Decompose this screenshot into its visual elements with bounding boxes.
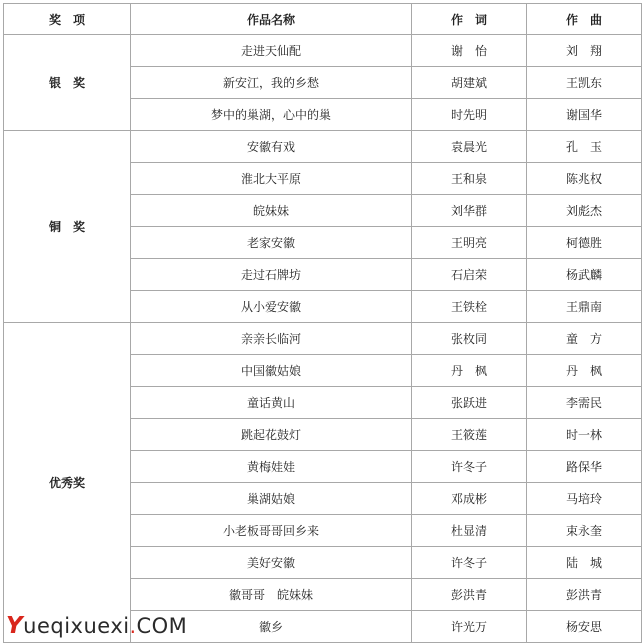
composer: 谢国华 bbox=[527, 99, 642, 131]
composer: 陆 城 bbox=[527, 547, 642, 579]
song-title: 走进天仙配 bbox=[131, 35, 412, 67]
composer: 彭洪青 bbox=[527, 579, 642, 611]
composer: 王鼎南 bbox=[527, 291, 642, 323]
composer: 杨安思 bbox=[527, 611, 642, 643]
award-silver: 银 奖 bbox=[4, 35, 131, 131]
composer: 刘 翔 bbox=[527, 35, 642, 67]
composer: 马培玲 bbox=[527, 483, 642, 515]
song-title: 小老板哥哥回乡来 bbox=[131, 515, 412, 547]
song-title: 走过石牌坊 bbox=[131, 259, 412, 291]
lyricist: 谢 怡 bbox=[412, 35, 527, 67]
table-row bbox=[4, 131, 642, 163]
watermark-name: ueqixuexi bbox=[23, 614, 130, 638]
song-title: 徽哥哥 皖妹妹 bbox=[131, 579, 412, 611]
composer: 李需民 bbox=[527, 387, 642, 419]
lyricist: 彭洪青 bbox=[412, 579, 527, 611]
table-row bbox=[4, 35, 642, 67]
song-title: 梦中的巢湖，心中的巢 bbox=[131, 99, 412, 131]
lyricist: 胡建斌 bbox=[412, 67, 527, 99]
song-title: 亲亲长临河 bbox=[131, 323, 412, 355]
song-title: 中国徽姑娘 bbox=[131, 355, 412, 387]
awards-table bbox=[3, 3, 642, 643]
song-title: 新安江，我的乡愁 bbox=[131, 67, 412, 99]
table-body bbox=[4, 35, 642, 643]
composer: 柯德胜 bbox=[527, 227, 642, 259]
song-title: 皖妹妹 bbox=[131, 195, 412, 227]
song-title: 安徽有戏 bbox=[131, 131, 412, 163]
lyricist: 王和泉 bbox=[412, 163, 527, 195]
composer: 束永奎 bbox=[527, 515, 642, 547]
lyricist: 张跃进 bbox=[412, 387, 527, 419]
lyricist: 王明亮 bbox=[412, 227, 527, 259]
composer: 丹 枫 bbox=[527, 355, 642, 387]
site-watermark bbox=[6, 614, 187, 638]
lyricist: 王铁栓 bbox=[412, 291, 527, 323]
lyricist: 袁晨光 bbox=[412, 131, 527, 163]
composer: 路保华 bbox=[527, 451, 642, 483]
award-bronze: 铜 奖 bbox=[4, 131, 131, 323]
table-row bbox=[4, 323, 642, 355]
header-title: 作品名称 bbox=[131, 4, 412, 35]
lyricist: 许光万 bbox=[412, 611, 527, 643]
lyricist: 时先明 bbox=[412, 99, 527, 131]
song-title: 童话黄山 bbox=[131, 387, 412, 419]
watermark-dot: . bbox=[129, 614, 137, 638]
watermark-tld: COM bbox=[136, 614, 188, 638]
lyricist: 刘华群 bbox=[412, 195, 527, 227]
lyricist: 石启荣 bbox=[412, 259, 527, 291]
watermark-initial: Y bbox=[6, 613, 24, 639]
song-title: 巢湖姑娘 bbox=[131, 483, 412, 515]
composer: 刘彪杰 bbox=[527, 195, 642, 227]
song-title: 老家安徽 bbox=[131, 227, 412, 259]
composer: 杨武麟 bbox=[527, 259, 642, 291]
header-award: 奖 项 bbox=[4, 4, 131, 35]
song-title: 淮北大平原 bbox=[131, 163, 412, 195]
award-excellence: 优秀奖 bbox=[4, 323, 131, 643]
lyricist: 张枚同 bbox=[412, 323, 527, 355]
lyricist: 许冬子 bbox=[412, 547, 527, 579]
header-lyricist: 作 词 bbox=[412, 4, 527, 35]
song-title: 跳起花鼓灯 bbox=[131, 419, 412, 451]
song-title: 黄梅娃娃 bbox=[131, 451, 412, 483]
song-title: 美好安徽 bbox=[131, 547, 412, 579]
composer: 时一林 bbox=[527, 419, 642, 451]
header-row bbox=[4, 4, 642, 35]
song-title: 徽乡 bbox=[131, 611, 412, 643]
header-composer: 作 曲 bbox=[527, 4, 642, 35]
lyricist: 邓成彬 bbox=[412, 483, 527, 515]
composer: 孔 玉 bbox=[527, 131, 642, 163]
composer: 童 方 bbox=[527, 323, 642, 355]
lyricist: 王筱莲 bbox=[412, 419, 527, 451]
lyricist: 许冬子 bbox=[412, 451, 527, 483]
song-title: 从小爱安徽 bbox=[131, 291, 412, 323]
composer: 陈兆权 bbox=[527, 163, 642, 195]
lyricist: 杜显清 bbox=[412, 515, 527, 547]
composer: 王凯东 bbox=[527, 67, 642, 99]
lyricist: 丹 枫 bbox=[412, 355, 527, 387]
